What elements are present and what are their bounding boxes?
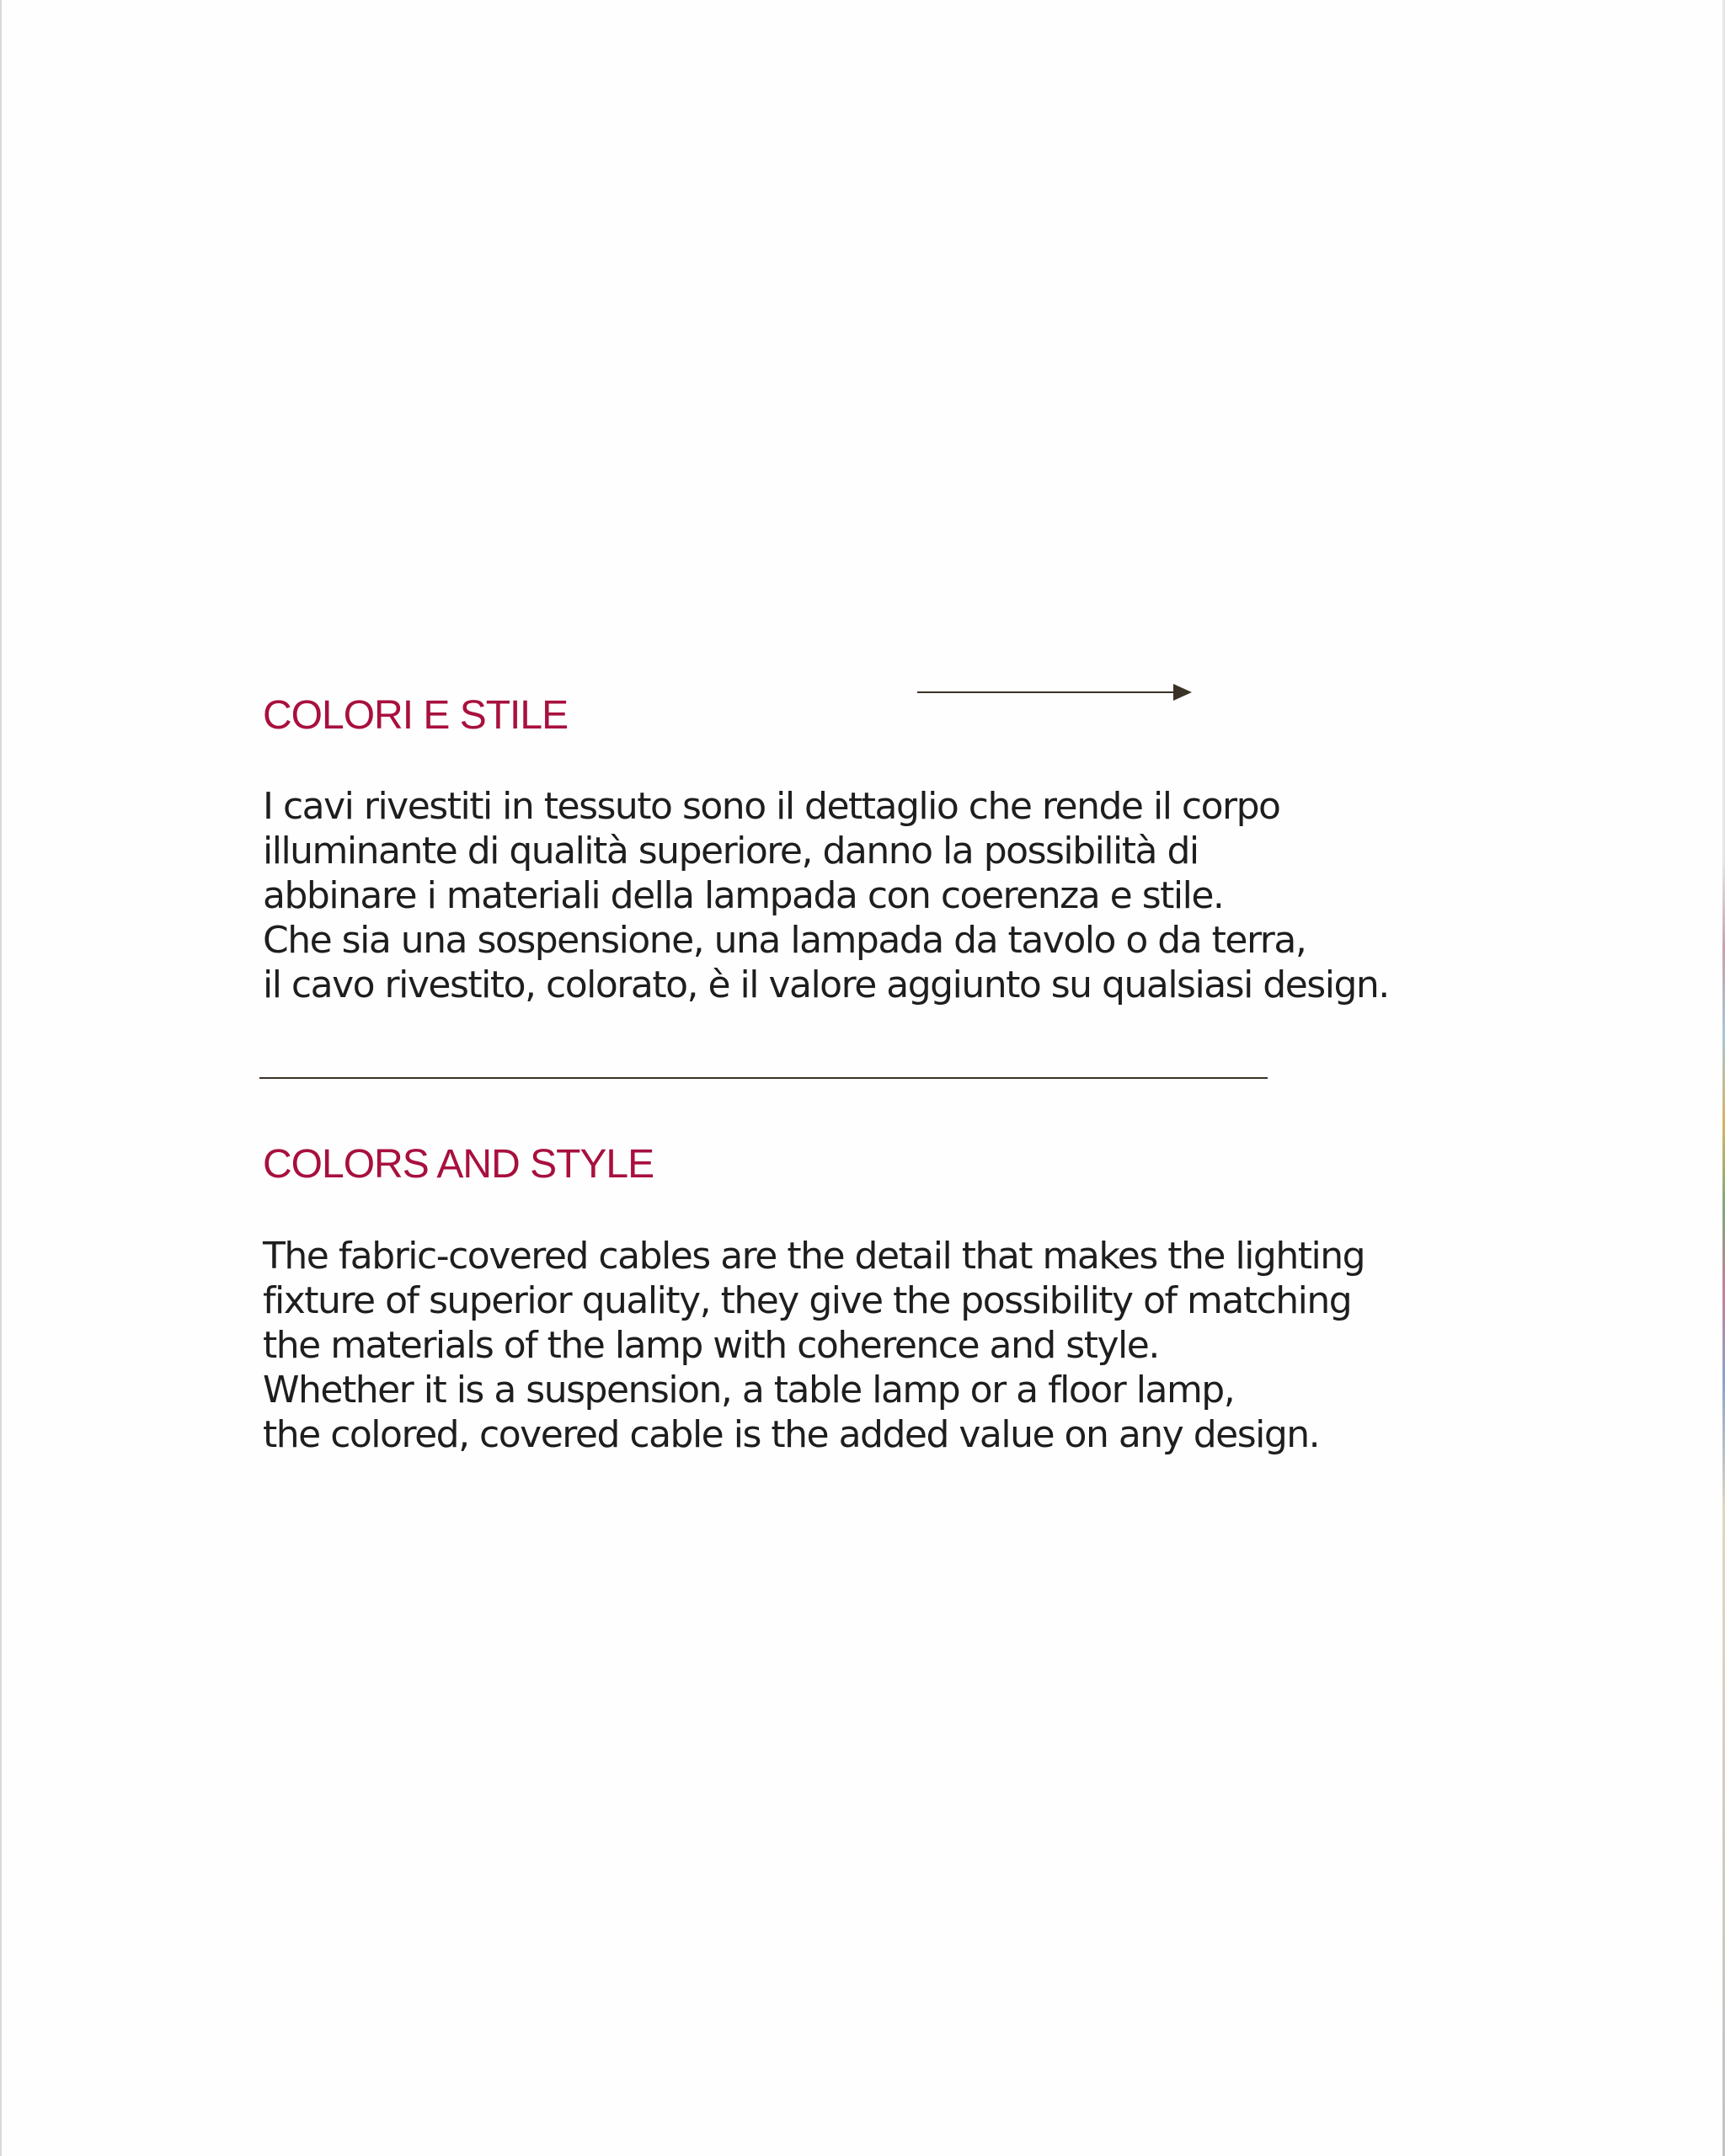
section-divider [259,1077,1268,1079]
italian-paragraph [263,784,1389,1007]
paragraph-line: abbinare i materiali della lampada con coerenza e stile. [263,874,1224,917]
paragraph-line: the colored, covered cable is the added value on any design. [263,1413,1320,1456]
paragraph-line: illuminante di qualità superiore, danno la possibilità di [263,830,1199,873]
paragraph-line: il cavo rivestito, colorato, è il valore aggiunto su qualsiasi design. [263,963,1389,1006]
english-heading: COLORS AND STYLE [263,1142,654,1187]
italian-heading: COLORI E STILE [263,693,569,738]
paragraph-line: Whether it is a suspension, a table lamp or a floor lamp, [263,1369,1235,1412]
right-arrow-icon [917,680,1194,704]
page-edge-left [0,0,2,2156]
paragraph-line: fixture of superior quality, they give the possibility of matching [263,1279,1352,1322]
english-paragraph [263,1234,1365,1457]
paragraph-line: I cavi rivestiti in tessuto sono il dettaglio che rende il corpo [263,785,1280,828]
paragraph-line: the materials of the lamp with coherence and style. [263,1324,1159,1367]
paragraph-line: Che sia una sospensione, una lampada da tavolo o da terra, [263,919,1306,962]
paragraph-line: The fabric-covered cables are the detail that makes the lighting [263,1235,1365,1278]
